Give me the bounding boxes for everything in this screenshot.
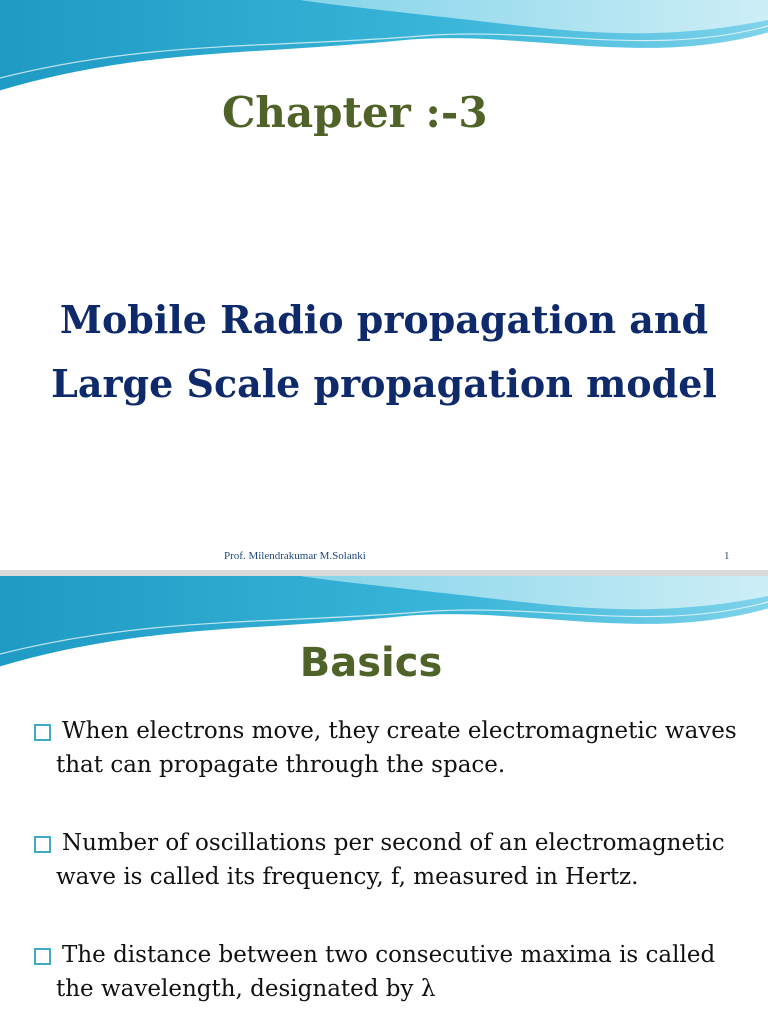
- main-title-line-2: Large Scale propagation model: [51, 361, 717, 406]
- list-item: [34, 938, 754, 1006]
- slide-main-title: [0, 288, 768, 416]
- header-wave-graphic: [0, 0, 768, 100]
- list-item: [34, 714, 754, 782]
- bullet-text: When electrons move, they create electromagnetic waves that can propagate through the space.: [56, 718, 737, 778]
- bullet-text: The distance between two consecutive maxima is called the wavelength, designated by λ: [56, 942, 716, 1002]
- checkbox-bullet-icon: [34, 836, 51, 853]
- checkbox-bullet-icon: [34, 948, 51, 965]
- footer-author: Prof. Milendrakumar M.Solanki: [224, 550, 366, 562]
- page-number: 1: [724, 550, 730, 562]
- bullet-text: Number of oscillations per second of an electromagnetic wave is called its frequency, f, measured in Hertz.: [56, 830, 725, 890]
- main-title-line-1: Mobile Radio propagation and: [59, 297, 709, 342]
- list-item: [34, 826, 754, 894]
- slide-title: Basics: [299, 640, 443, 686]
- chapter-title: Chapter :-3: [222, 88, 488, 137]
- bullet-list: [34, 714, 754, 1024]
- checkbox-bullet-icon: [34, 724, 51, 741]
- basics-slide: [0, 576, 768, 1024]
